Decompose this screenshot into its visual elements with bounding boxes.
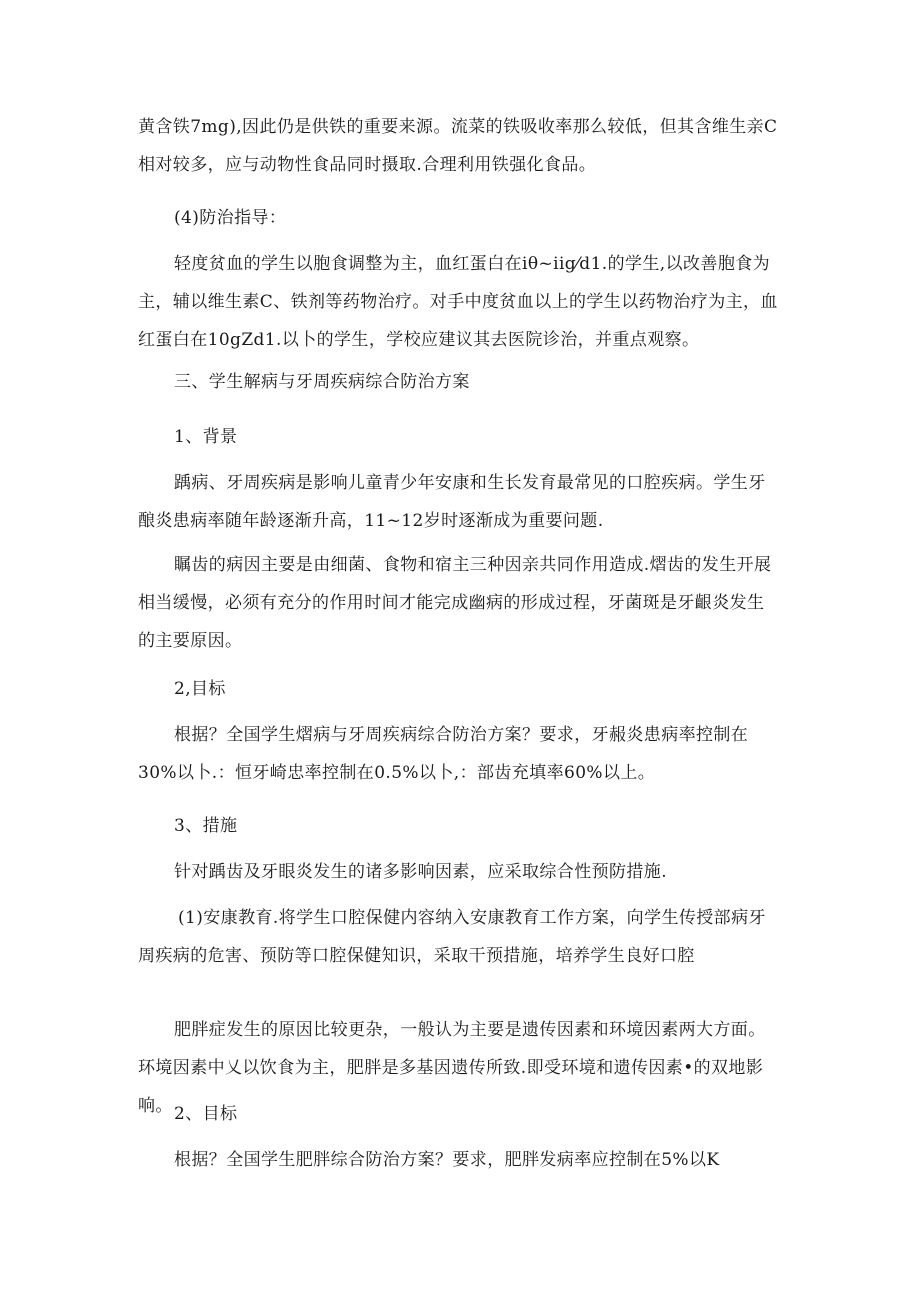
paragraph-obesity-causes: 肥胖症发生的原因比较更杂，一般认为主要是遗传因素和环境因素两大方面。环境因素中乂以饮食为主，肥胖是多基因遗传所致.即受环境和遗传因素•的双地影响。 bbox=[138, 1020, 766, 1116]
paragraph-goals-body: 根据？全国学生熠病与牙周疾病综合防治方案？要求，牙赧炎患病率控制在30%以卜.：恒牙崎忠率控制在0.5%以卜,：部齿充填率60%以上。 bbox=[138, 725, 749, 783]
heading-prevention-guidance: (4)防治指导： bbox=[174, 208, 287, 228]
heading-section-three: 三、学生解病与牙周疾病综合防治方案 bbox=[174, 372, 470, 392]
paragraph-caries-cause: 瞩齿的病因主要是由细菌、食物和宿主三种因亲共同作用造成.熠齿的发生开展相当缓慢，必须有充分的作用时间才能完成幽病的形成过程，牙菌斑是牙齦炎发生的主要原因。 bbox=[138, 555, 772, 651]
heading-obesity-goals: 2、目标 bbox=[174, 1104, 238, 1124]
heading-goals: 2,目标 bbox=[174, 679, 226, 699]
paragraph-health-education: (1)安康教育.将学生口腔保健内容纳入安康教育工作方案，向学生传授部病牙周疾病的危害、预防等口腔保健知识，采取干预措施，培养学生良好口腔 bbox=[138, 908, 766, 966]
paragraph-measures-body: 针对踽齿及牙眼炎发生的诸多影响因素，应采取综合性预防措施. bbox=[174, 862, 668, 882]
paragraph-anemia-treatment: 轻度贫血的学生以胞食调整为主，血红蛋白在iθ~iig⁄d1.的学生,以改善胞食为主，辅以维生素C、铁剂等药物治疗。对手中度贫血以上的学生以药物治疗为主，血红蛋白在10gZd1.以卜的学生，学校应建议其去医院诊治，并重点观察。 bbox=[138, 254, 778, 350]
heading-measures: 3、措施 bbox=[174, 816, 238, 836]
paragraph-obesity-goals-body: 根据？全国学生肥胖综合防治方案？要求，肥胖发病率应控制在5%以K bbox=[174, 1150, 720, 1170]
paragraph-background-body: 踽病、牙周疾病是影响儿童青少年安康和生长发育最常见的口腔疾病。学生牙酿炎患病率随年龄逐渐升高，11~12岁时逐渐成为重要问题. bbox=[138, 473, 766, 531]
paragraph-iron-sources: 黄含铁7mg),因此仍是供铁的重要来源。流菜的铁吸收率那么较低，但其含维生亲C相对较多，应与动物性食品同时摄取.合理利用铁强化食品。 bbox=[138, 117, 778, 175]
heading-background: 1、背景 bbox=[174, 427, 238, 447]
